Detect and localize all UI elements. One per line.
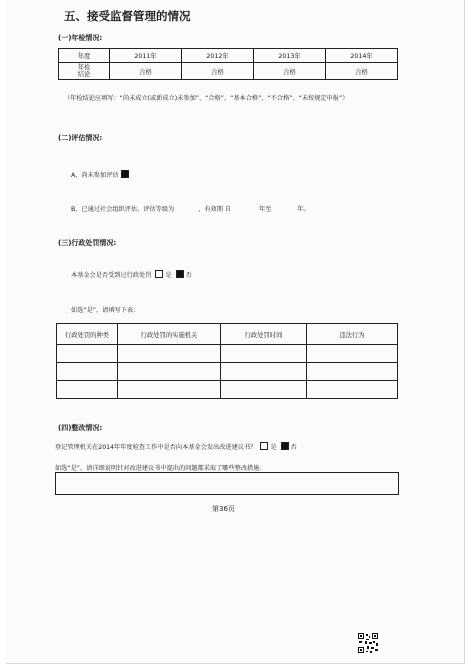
penalty-no-label: 否 xyxy=(185,272,192,279)
penalty-no-checkbox[interactable] xyxy=(176,270,184,278)
option-b-prefix: B、已通过社会组织评估，评估等级为 xyxy=(71,206,175,213)
table-row xyxy=(57,363,398,381)
result-cell: 合格 xyxy=(254,63,326,80)
year-cell: 2011年 xyxy=(110,49,182,63)
column-header: 行政处罚的种类 xyxy=(57,324,118,345)
annual-inspection-note: （年检结论应填写：“尚未成立(或新成立)未参加”、“合格”、“基本合格”、“不合格”、“未按规定申报”） xyxy=(64,95,349,102)
option-a-label: A、尚未参加评估 xyxy=(71,172,119,179)
section-title: 五、接受监督管理的情况 xyxy=(64,9,191,23)
rectification-no-checkbox[interactable] xyxy=(281,442,289,450)
rectification-question-text: 登记管理机关在2014年年度检查工作中是否向本基金会发出改进建议书？ xyxy=(55,444,257,451)
year-cell: 2012年 xyxy=(182,49,254,63)
table-cell[interactable] xyxy=(118,381,221,399)
rectification-instruction: 如选“是”，请详细说明针对改进建议书中提出的问题都采取了哪些整改措施： xyxy=(55,465,266,472)
document-page xyxy=(6,0,465,664)
table-row xyxy=(59,63,398,80)
result-label-cell xyxy=(59,63,110,80)
option-b-end: 年。 xyxy=(297,206,310,213)
year-cell: 2013年 xyxy=(254,49,326,63)
annual-inspection-table xyxy=(58,48,398,80)
result-cell: 合格 xyxy=(110,63,182,80)
qr-code-icon xyxy=(357,632,379,654)
column-header: 行政处罚的实施机关 xyxy=(118,324,221,345)
table-cell[interactable] xyxy=(57,381,118,399)
table-row xyxy=(59,49,398,63)
column-header: 违法行为 xyxy=(307,324,398,345)
admin-penalty-instruction: 如选“是”，请填写下表： xyxy=(71,307,140,314)
evaluation-heading: (二)评估情况: xyxy=(58,134,103,142)
rectification-heading: (四)整改情况: xyxy=(58,424,103,432)
admin-penalty-question xyxy=(71,270,192,279)
option-a-checkbox[interactable] xyxy=(121,170,129,178)
table-cell[interactable] xyxy=(221,345,307,363)
table-cell[interactable] xyxy=(307,345,398,363)
table-cell[interactable] xyxy=(118,345,221,363)
year-cell: 2014年 xyxy=(326,49,398,63)
penalty-yes-checkbox[interactable] xyxy=(155,270,163,278)
table-cell[interactable] xyxy=(307,363,398,381)
admin-penalty-heading: (三)行政处罚情况: xyxy=(58,239,117,247)
result-cell: 合格 xyxy=(182,63,254,80)
table-cell[interactable] xyxy=(57,363,118,381)
rectification-no-label: 否 xyxy=(290,444,297,451)
rectification-yes-checkbox[interactable] xyxy=(260,442,268,450)
annual-inspection-heading: (一)年检情况: xyxy=(58,34,103,42)
table-cell[interactable] xyxy=(57,345,118,363)
rectification-answer-box[interactable] xyxy=(55,472,399,495)
rectification-yes-label: 是 xyxy=(270,444,277,451)
rectification-question xyxy=(55,442,297,451)
table-row xyxy=(57,381,398,399)
page-number: 第36页 xyxy=(212,505,235,513)
table-cell[interactable] xyxy=(307,381,398,399)
table-row xyxy=(57,324,398,345)
table-header-cell: 年度 xyxy=(59,49,110,63)
result-label: 年检结论 xyxy=(77,64,91,78)
table-cell[interactable] xyxy=(118,363,221,381)
option-b-to: 年至 xyxy=(259,206,272,213)
column-header: 行政处罚时间 xyxy=(221,324,307,345)
table-cell[interactable] xyxy=(221,381,307,399)
penalty-yes-label: 是 xyxy=(165,272,172,279)
result-cell: 合格 xyxy=(326,63,398,80)
evaluation-option-b xyxy=(71,204,310,213)
table-row xyxy=(57,345,398,363)
evaluation-option-a xyxy=(71,170,131,179)
table-cell[interactable] xyxy=(221,363,307,381)
option-b-valid: ，有效期 自 xyxy=(198,206,232,213)
admin-penalty-table xyxy=(56,323,398,399)
penalty-question-text: 本基金会是否受到过行政处罚 xyxy=(71,272,152,279)
